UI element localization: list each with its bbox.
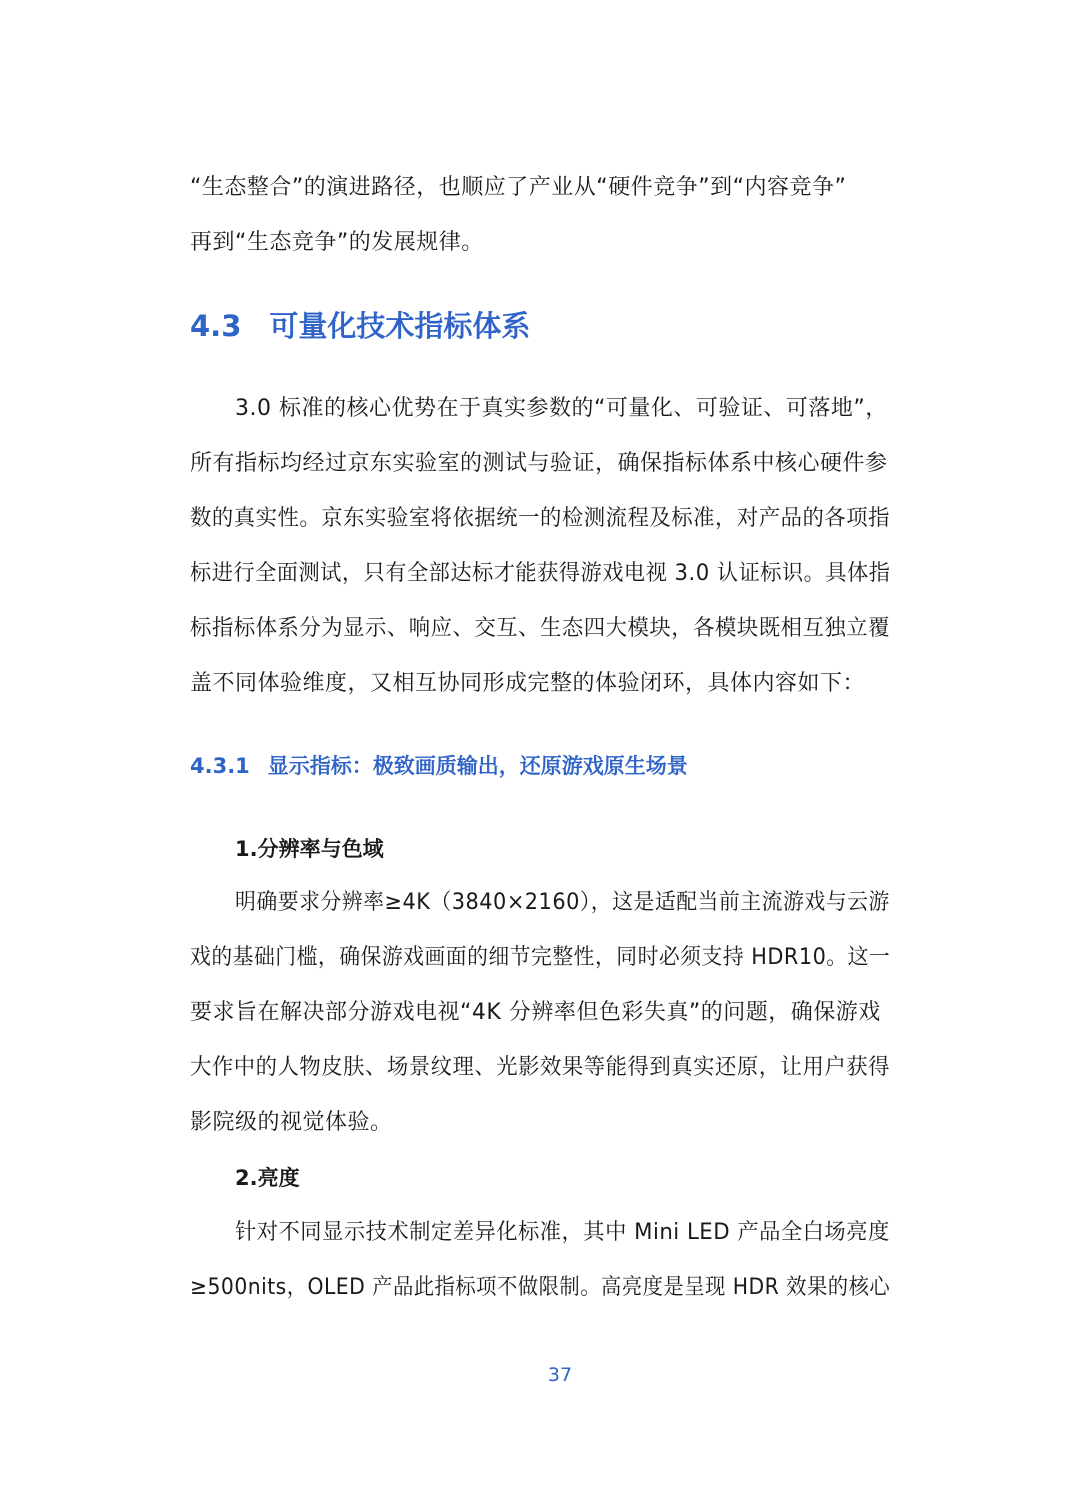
- item1-line-4: 大作中的人物皮肤、场景纹理、光影效果等能得到真实还原，让用户获得: [190, 1055, 891, 1080]
- section-heading: [190, 306, 530, 346]
- subsection-number: 4.3.1: [190, 754, 250, 778]
- item1-heading: 1.分辨率与色域: [235, 837, 384, 861]
- item2-heading: 2.亮度: [235, 1166, 300, 1190]
- section-body-line-4: 标进行全面测试，只有全部达标才能获得游戏电视 3.0 认证标识。具体指: [190, 561, 891, 586]
- item1-line-2: 戏的基础门槛，确保游戏画面的细节完整性，同时必须支持 HDR10。这一: [190, 945, 891, 970]
- section-body-line-2: 所有指标均经过京东实验室的测试与验证，确保指标体系中核心硬件参: [190, 451, 888, 476]
- item2-line-2: ≥500nits，OLED 产品此指标项不做限制。高亮度是呈现 HDR 效果的核心: [190, 1275, 891, 1300]
- section-body-line-6: 盖不同体验维度，又相互协同形成完整的体验闭环，具体内容如下：: [190, 671, 866, 696]
- section-title: 可量化技术指标体系: [269, 309, 531, 343]
- section-number: 4.3: [190, 309, 242, 343]
- intro-line-1: “生态整合”的演进路径，也顺应了产业从“硬件竞争”到“内容竞争”: [190, 175, 847, 200]
- item2-line-1: 针对不同显示技术制定差异化标准，其中 Mini LED 产品全白场亮度: [235, 1220, 890, 1245]
- section-body-line-5: 标指标体系分为显示、响应、交互、生态四大模块，各模块既相互独立覆: [190, 616, 891, 641]
- intro-line-2: 再到“生态竞争”的发展规律。: [190, 230, 484, 255]
- item1-line-5: 影院级的视觉体验。: [190, 1110, 393, 1135]
- section-body-line-3: 数的真实性。京东实验室将依据统一的检测流程及标准，对产品的各项指: [190, 506, 891, 531]
- subsection-title: 显示指标：极致画质输出，还原游戏原生场景: [267, 754, 688, 778]
- page-number: 37: [547, 1364, 573, 1386]
- section-body-line-1: 3.0 标准的核心优势在于真实参数的“可量化、可验证、可落地”，: [235, 396, 888, 421]
- item1-line-1: 明确要求分辨率≥4K（3840×2160），这是适配当前主流游戏与云游: [235, 890, 890, 915]
- subsection-heading: [190, 751, 688, 781]
- item1-line-3: 要求旨在解决部分游戏电视“4K 分辨率但色彩失真”的问题，确保游戏: [190, 1000, 881, 1025]
